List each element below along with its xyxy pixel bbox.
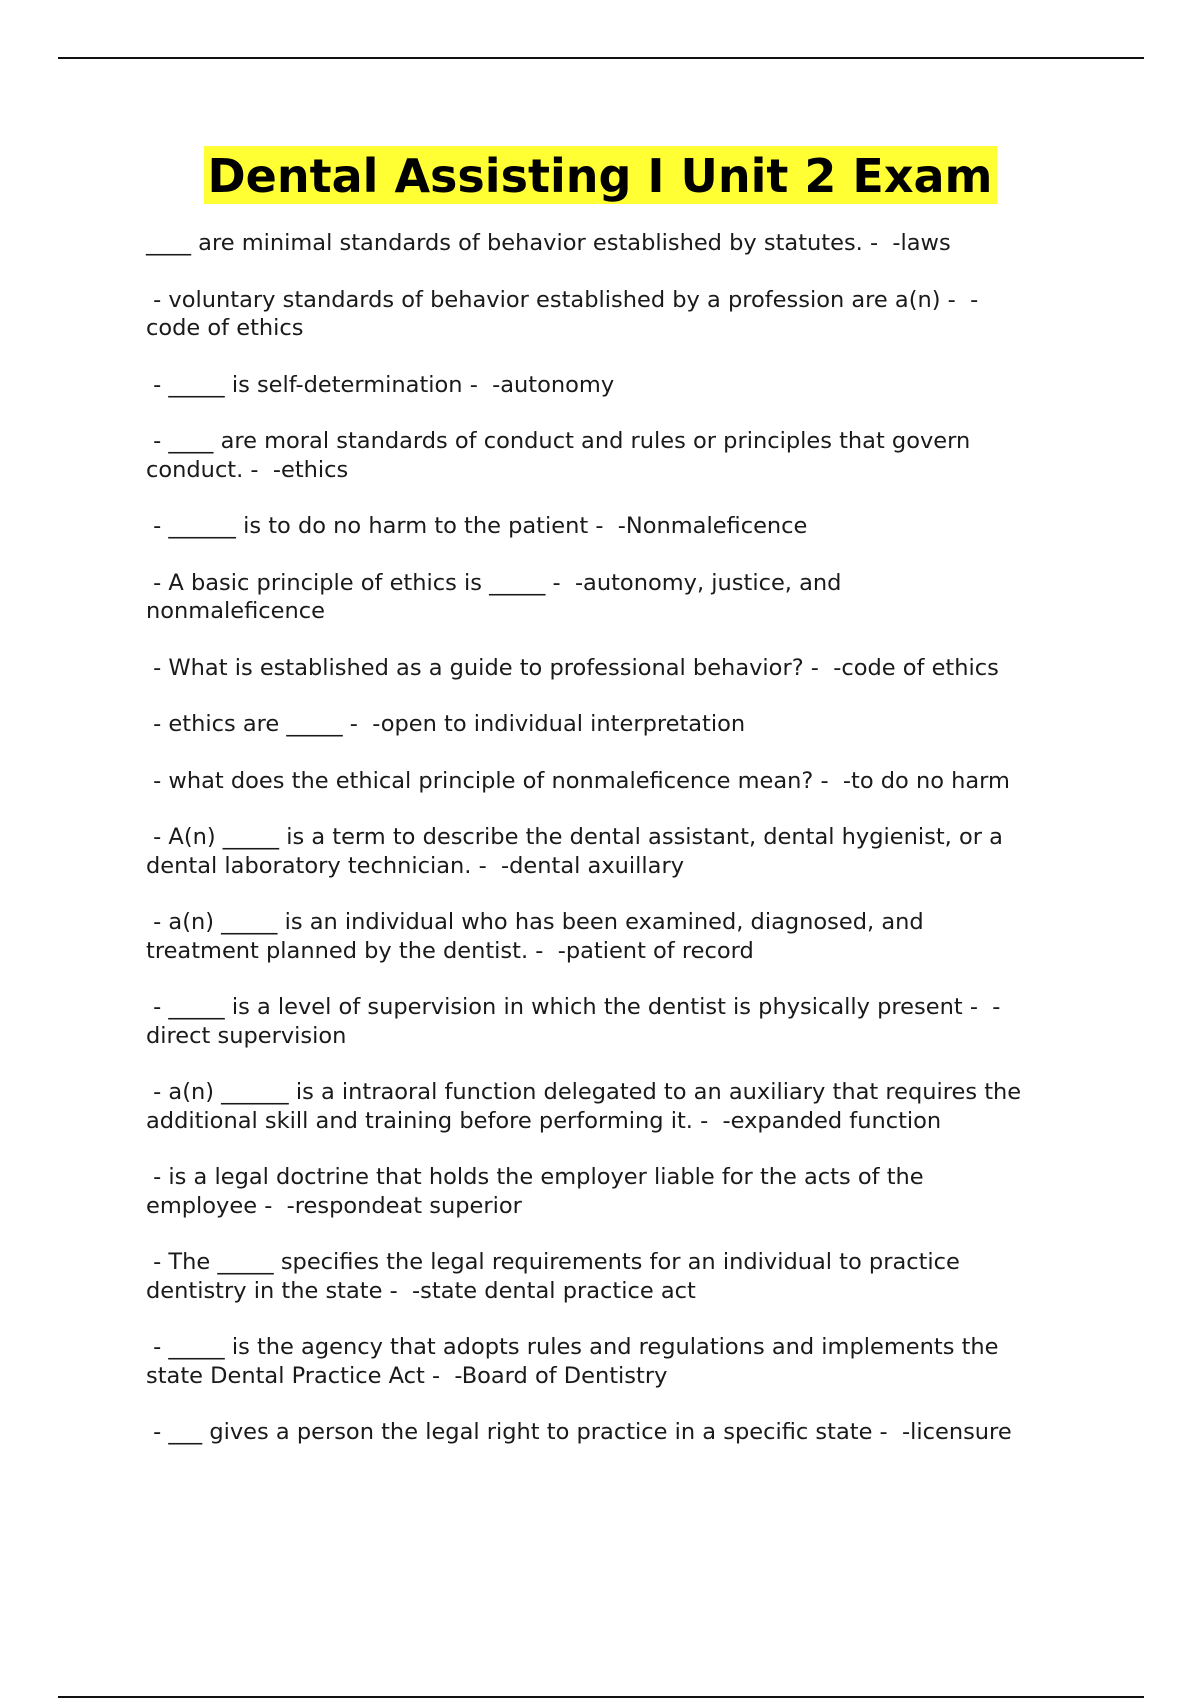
- question-item: - ethics are _____ - -open to individual interpretation: [146, 711, 746, 737]
- question-list: [146, 229, 1096, 1475]
- bottom-rule: [58, 1696, 1144, 1698]
- question-item: - what does the ethical principle of nonmaleficence mean? - -to do no harm: [146, 767, 1010, 794]
- title-wrap: [0, 146, 1200, 204]
- question-item: - ___ gives a person the legal right to practice in a specific state - -licensure: [146, 1419, 1012, 1445]
- question-item: ____ are minimal standards of behavior established by statutes. - -laws: [146, 230, 951, 256]
- question-item: - ____ are moral standards of conduct and rules or principles that govern conduct. - -ethics: [146, 428, 971, 483]
- question-item: - ______ is to do no harm to the patient - -Nonmaleficence: [146, 513, 808, 539]
- question-item: - A basic principle of ethics is _____ - -autonomy, justice, and nonmaleficence: [146, 569, 842, 624]
- question-item: - _____ is a level of supervision in which the dentist is physically present - - direct supervision: [146, 994, 1001, 1049]
- question-item: - is a legal doctrine that holds the employer liable for the acts of the employee - -respondeat superior: [146, 1164, 924, 1219]
- question-item: - voluntary standards of behavior established by a profession are a(n) - - code of ethics: [146, 286, 979, 341]
- top-rule: [58, 57, 1144, 59]
- document-title: Dental Assisting I Unit 2 Exam: [204, 146, 997, 204]
- question-item: - What is established as a guide to professional behavior? - -code of ethics: [146, 654, 999, 681]
- question-item: - a(n) ______ is a intraoral function delegated to an auxiliary that requires the additional skill and training before performing it. - -expanded function: [146, 1079, 1022, 1134]
- question-item: - _____ is the agency that adopts rules and regulations and implements the state Dental Practice Act - -Board of Dentistry: [146, 1334, 999, 1389]
- question-item: - A(n) _____ is a term to describe the dental assistant, dental hygienist, or a dental laboratory technician. - -dental axuillary: [146, 824, 1003, 879]
- question-item: - _____ is self-determination - -autonomy: [146, 371, 615, 398]
- question-item: - The _____ specifies the legal requirements for an individual to practice dentistry in the state - -state dental practice act: [146, 1249, 960, 1304]
- question-item: - a(n) _____ is an individual who has been examined, diagnosed, and treatment planned by the dentist. - -patient of record: [146, 909, 924, 964]
